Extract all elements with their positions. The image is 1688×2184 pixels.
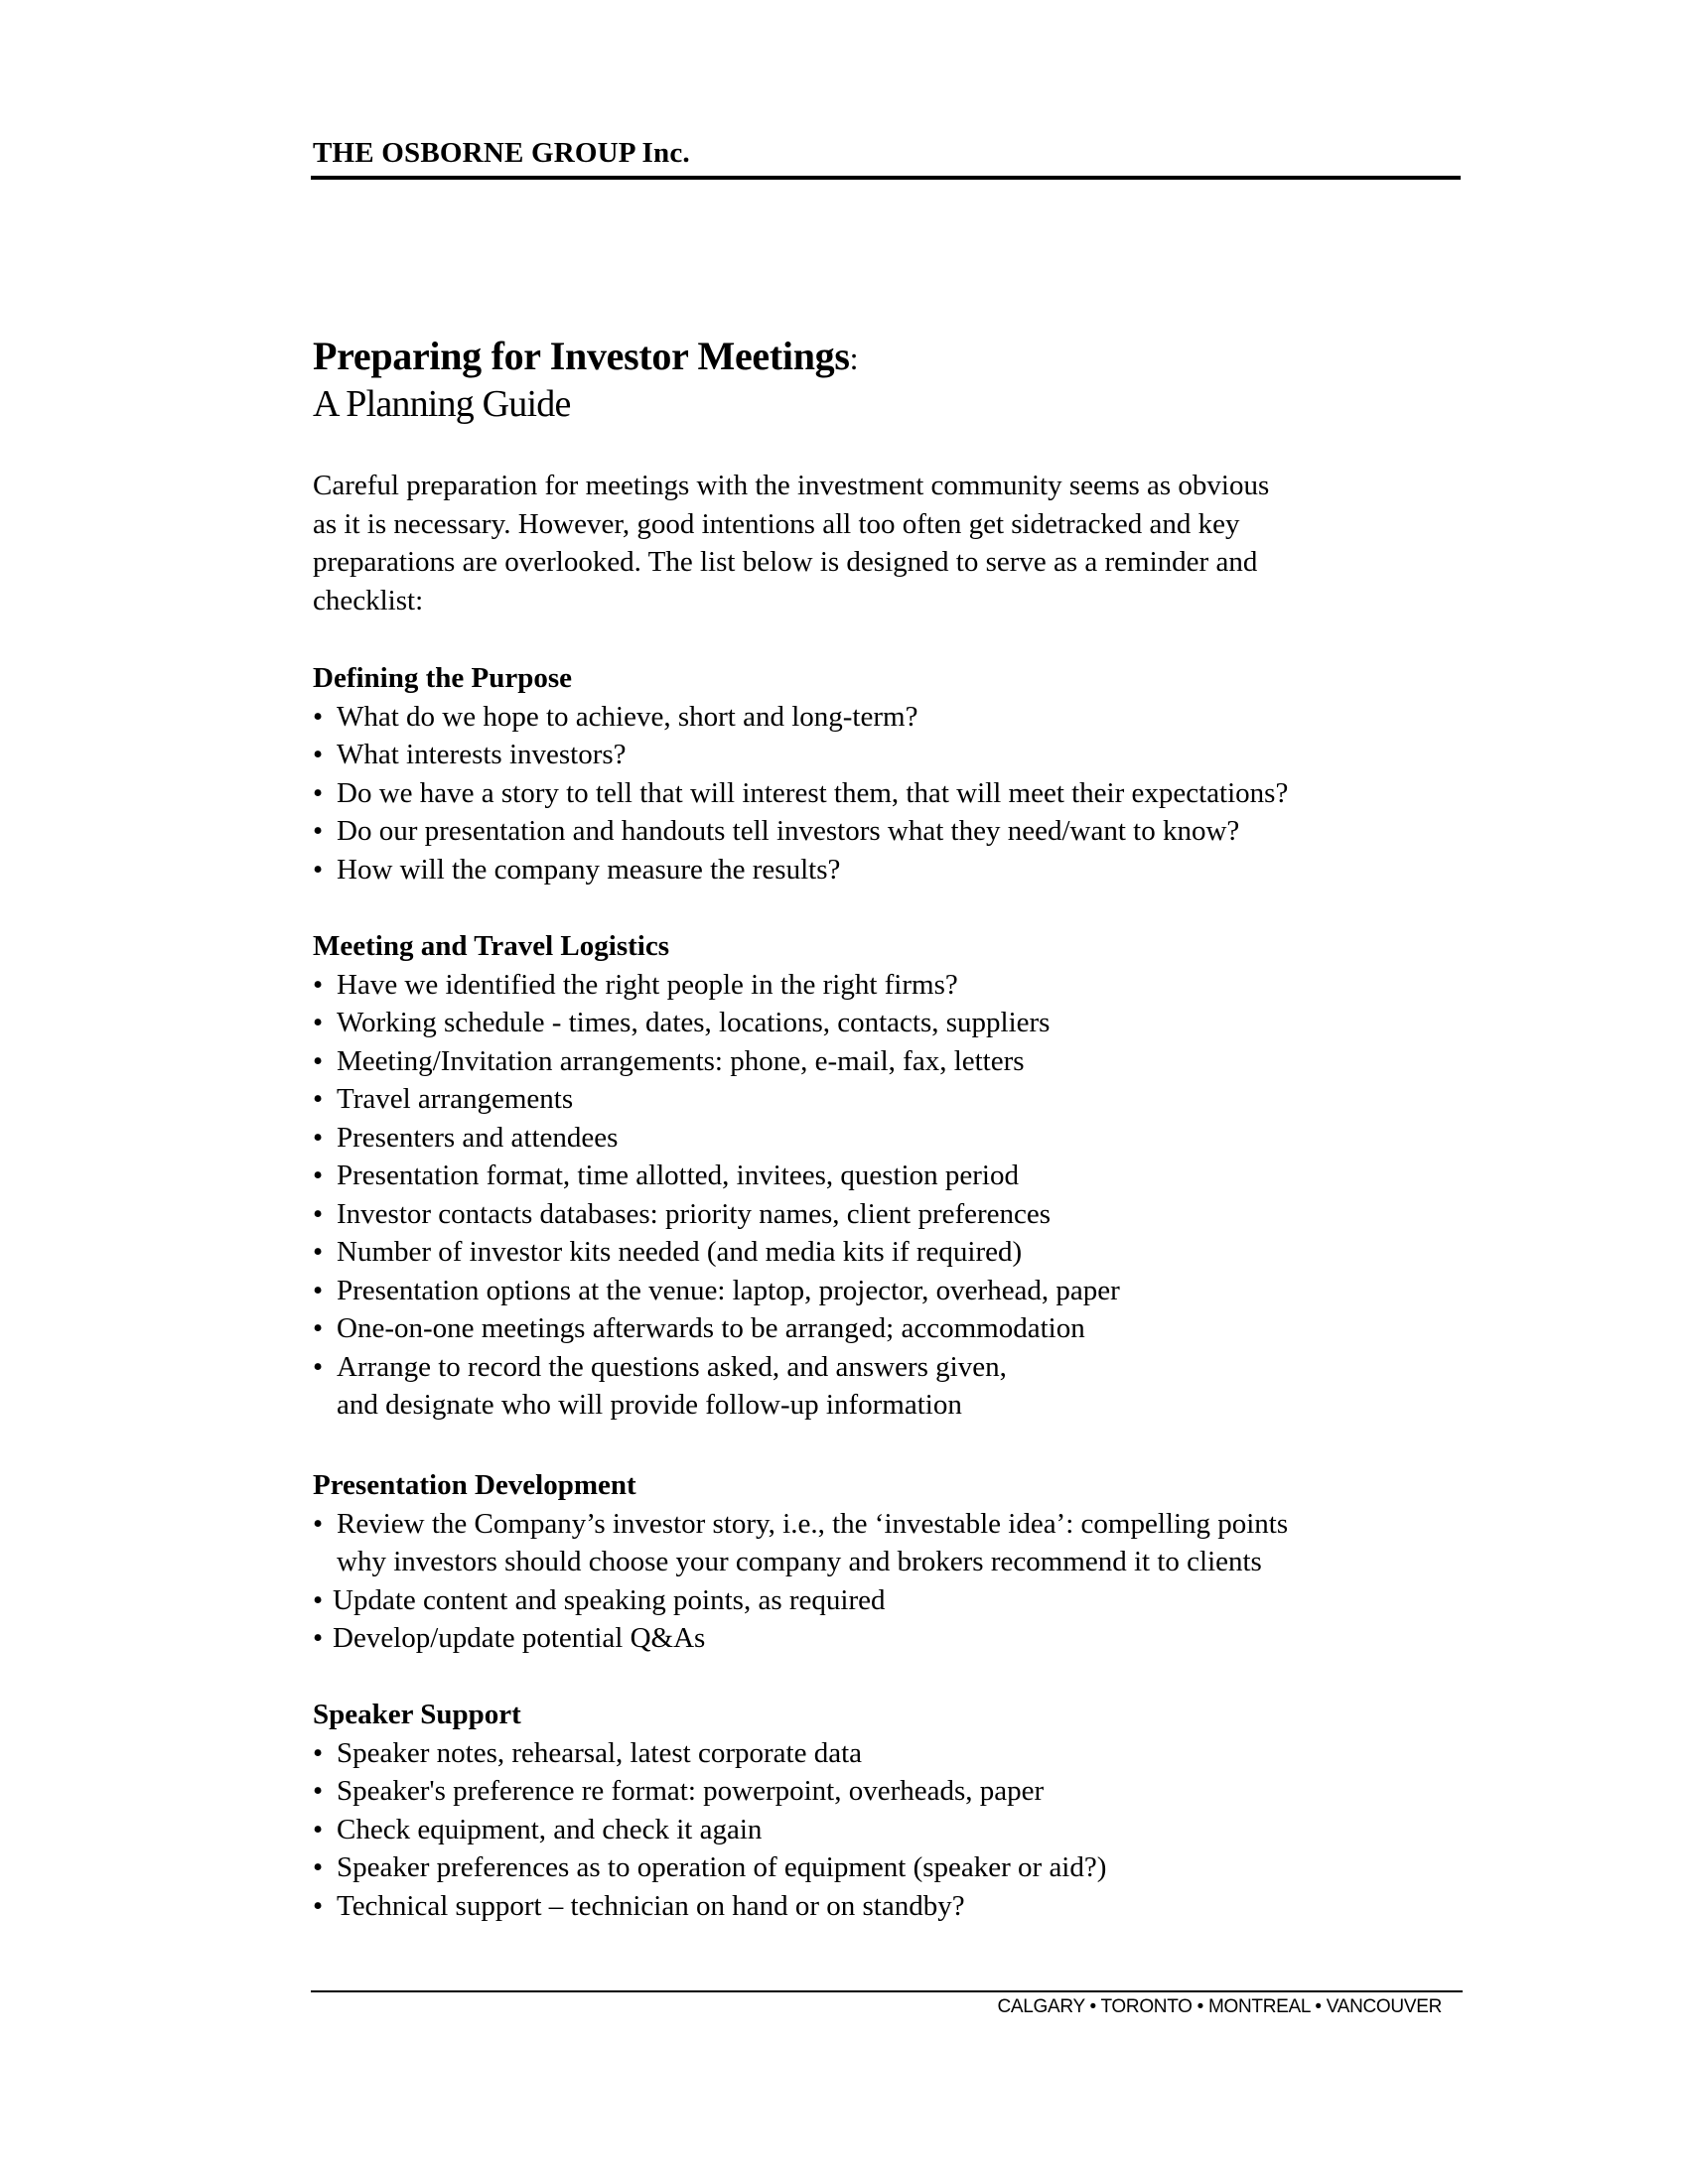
list-item: • Presenters and attendees	[313, 1119, 1465, 1158]
list-item: • Do our presentation and handouts tell investors what they need/want to know?	[313, 812, 1465, 851]
bullet-icon: •	[313, 968, 324, 1001]
list-item: • Speaker's preference re format: powerpoint, overheads, paper	[313, 1772, 1465, 1811]
list-item: • Do we have a story to tell that will interest them, that will meet their expectations?	[313, 774, 1465, 813]
list-item: • Travel arrangements	[313, 1080, 1465, 1119]
bullet-icon: •	[313, 1274, 324, 1306]
section-heading: Presentation Development	[313, 1469, 636, 1501]
title-colon: :	[849, 341, 859, 376]
bullet-icon: •	[313, 1736, 324, 1769]
intro-line: Careful preparation for meetings with the investment community seems as obvious	[313, 470, 1270, 501]
bullet-icon: •	[313, 853, 324, 886]
checklist	[313, 1734, 1465, 1926]
section-heading: Meeting and Travel Logistics	[313, 930, 669, 962]
footer-office-locations: CALGARY • TORONTO • MONTREAL • VANCOUVER	[997, 1996, 1442, 2017]
bullet-icon: •	[313, 1083, 324, 1115]
bullet-icon: •	[313, 1197, 324, 1230]
section-heading: Speaker Support	[313, 1699, 521, 1730]
intro-paragraph	[313, 467, 1465, 619]
list-item: • Number of investor kits needed (and media kits if required)	[313, 1233, 1465, 1272]
bullet-icon: •	[313, 1622, 324, 1654]
list-item: • Presentation format, time allotted, invitees, question period	[313, 1157, 1465, 1195]
bullet-icon: •	[313, 1583, 324, 1616]
checklist	[313, 966, 1465, 1425]
bullet-icon: •	[313, 1775, 324, 1807]
bullet-icon: •	[313, 1160, 324, 1191]
list-item: • Meeting/Invitation arrangements: phone, e-mail, fax, letters	[313, 1042, 1465, 1081]
bullet-icon: •	[313, 1813, 324, 1845]
bullet-icon: •	[313, 1889, 324, 1922]
list-item: • Develop/update potential Q&As	[313, 1619, 1465, 1658]
list-item: • Review the Company’s investor story, i.e., the ‘investable idea’: compelling points why investors should choose your company and brokers recommend it to clients	[313, 1505, 1465, 1581]
bullet-icon: •	[313, 1044, 324, 1077]
bullet-icon: •	[313, 776, 324, 809]
list-item: • One-on-one meetings afterwards to be arranged; accommodation	[313, 1309, 1465, 1348]
list-item: • Working schedule - times, dates, locations, contacts, suppliers	[313, 1004, 1465, 1042]
bullet-icon: •	[313, 1851, 324, 1883]
bullet-icon: •	[313, 1236, 324, 1268]
list-item: • How will the company measure the results?	[313, 851, 1465, 889]
list-item: • Have we identified the right people in the right firms?	[313, 966, 1465, 1005]
footer-divider	[311, 1990, 1463, 1992]
list-item: • What interests investors?	[313, 736, 1465, 774]
bullet-icon: •	[313, 1312, 324, 1344]
list-item: • Presentation options at the venue: laptop, projector, overhead, paper	[313, 1272, 1465, 1310]
company-header: THE OSBORNE GROUP Inc.	[313, 137, 690, 169]
section-heading: Defining the Purpose	[313, 662, 572, 694]
list-item: • Technical support – technician on hand or on standby?	[313, 1887, 1465, 1926]
list-item: • Arrange to record the questions asked, and answers given, and designate who will provide follow-up information	[313, 1348, 1465, 1425]
section-defining-purpose	[313, 659, 1465, 888]
list-item: • Speaker preferences as to operation of equipment (speaker or aid?)	[313, 1848, 1465, 1887]
list-item: • Speaker notes, rehearsal, latest corporate data	[313, 1734, 1465, 1773]
list-item: • Update content and speaking points, as required	[313, 1581, 1465, 1620]
title-text: Preparing for Investor Meetings	[313, 334, 850, 378]
bullet-icon: •	[313, 1507, 324, 1540]
header-divider	[311, 176, 1461, 180]
checklist	[313, 1505, 1465, 1658]
intro-line: checklist:	[313, 584, 424, 616]
intro-line: preparations are overlooked. The list below is designed to serve as a reminder and	[313, 546, 1258, 578]
list-item: • Check equipment, and check it again	[313, 1811, 1465, 1849]
bullet-icon: •	[313, 739, 324, 770]
list-item: • What do we hope to achieve, short and long-term?	[313, 698, 1465, 737]
bullet-icon: •	[313, 700, 324, 733]
section-presentation-development	[313, 1466, 1465, 1658]
section-meeting-travel-logistics	[313, 927, 1465, 1425]
bullet-icon: •	[313, 1350, 324, 1383]
bullet-icon: •	[313, 815, 324, 847]
checklist	[313, 698, 1465, 889]
page-subtitle: A Planning Guide	[313, 383, 571, 425]
intro-line: as it is necessary. However, good intentions all too often get sidetracked and key	[313, 507, 1240, 540]
list-item: • Investor contacts databases: priority names, client preferences	[313, 1195, 1465, 1234]
bullet-icon: •	[313, 1007, 324, 1038]
section-speaker-support	[313, 1696, 1465, 1925]
page-title	[313, 334, 858, 381]
bullet-icon: •	[313, 1121, 324, 1154]
